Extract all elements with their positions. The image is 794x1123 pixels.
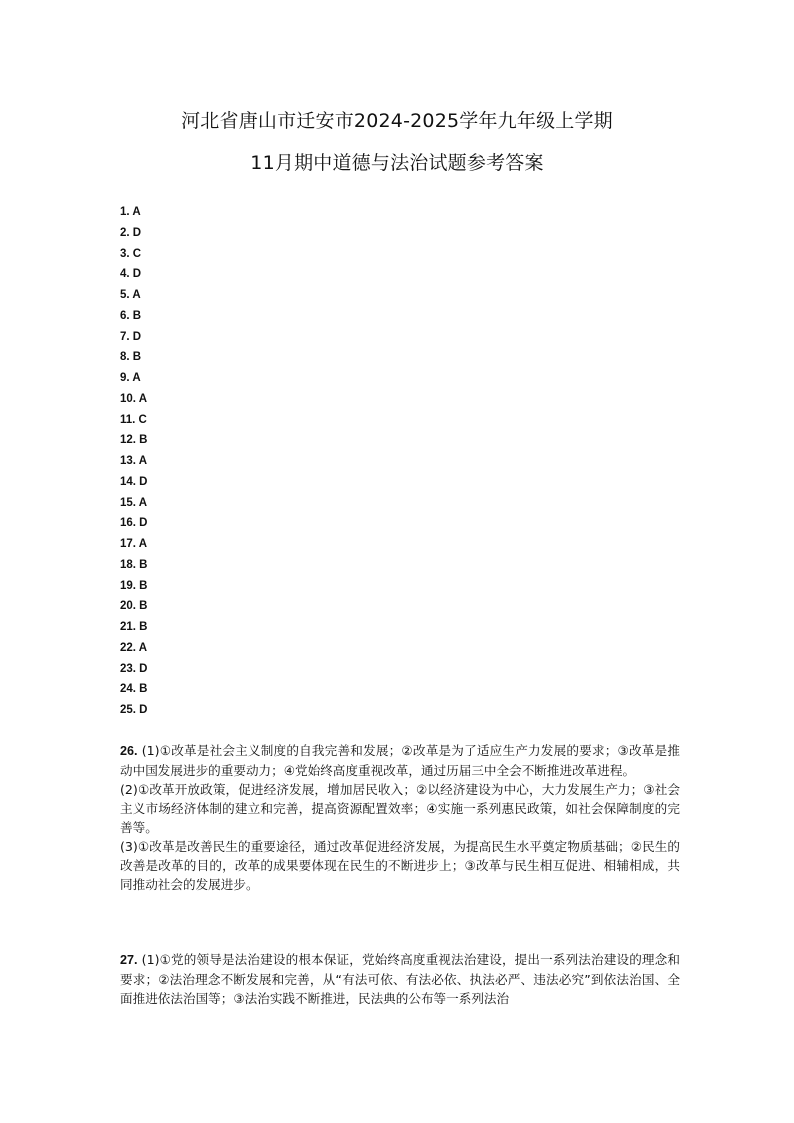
- answer-item: 19. B: [120, 579, 148, 592]
- answer-item: 23. D: [120, 662, 148, 675]
- answer-item: 10. A: [120, 392, 148, 405]
- question-26-part-3: [120, 837, 680, 894]
- answer-item: 20. B: [120, 600, 148, 613]
- answer-item: 2. D: [120, 226, 142, 239]
- document-title-line2: 11月期中道德与法治试题参考答案: [250, 152, 544, 174]
- answer-item: 21. B: [120, 621, 148, 633]
- answer-item: 13. A: [120, 455, 148, 467]
- answer-text: (1)①改革是社会主义制度的自我完善和发展；②改革是为了适应生产力发展的要求；③改革是推动中国发展进步的重要动力；④党始终高度重视改革，通过历届三中全会不断推进改革进程。: [120, 743, 680, 778]
- answer-item: 3. C: [120, 247, 142, 260]
- answer-item: 9. A: [120, 372, 141, 384]
- question-27-answer: [120, 950, 680, 1008]
- answer-item: 12. B: [120, 434, 148, 447]
- multiple-choice-answer-list: [120, 202, 148, 721]
- question-number: 26.: [120, 744, 138, 758]
- question-27-part-1: [120, 950, 680, 1008]
- answer-item: 15. A: [120, 496, 148, 509]
- answer-item: 25. D: [120, 704, 148, 716]
- answer-item: 8. B: [120, 351, 142, 364]
- answer-item: 7. D: [120, 330, 142, 343]
- answer-text: (2)①改革开放政策，促进经济发展，增加居民收入；②以经济建设为中心，大力发展生产力；③社会主义市场经济体制的建立和完善，提高资源配置效率；④实施一系列惠民政策，如社会保障制度的完善等。: [120, 782, 680, 835]
- answer-text: (3)①改革是改善民生的重要途径，通过改革促进经济发展，为提高民生水平奠定物质基础；②民生的改善是改革的目的，改革的成果要体现在民生的不断进步上；③改革与民生相互促进、相辅相成，共同推动社会的发展进步。: [120, 839, 680, 892]
- answer-item: 24. B: [120, 683, 148, 696]
- answer-item: 1. A: [120, 206, 141, 218]
- answer-item: 14. D: [120, 475, 148, 488]
- answer-item: 17. A: [120, 538, 148, 550]
- answer-item: 18. B: [120, 558, 148, 571]
- answer-item: 4. D: [120, 268, 142, 281]
- question-26-part-1: [120, 741, 680, 780]
- answer-text: (1)①党的领导是法治建设的根本保证，党始终高度重视法治建设，提出一系列法治建设的理念和要求；②法治理念不断发展和完善，从“有法可依、有法必依、执法必严、违法必究”到依法治国、全面推进依法治国等；③法治实践不断推进，民法典的公布等一系列法治: [120, 952, 680, 1006]
- question-26-part-2: [120, 780, 680, 837]
- document-title-line1: 河北省唐山市迁安市2024-2025学年九年级上学期: [181, 110, 613, 132]
- answer-item: 5. A: [120, 289, 141, 301]
- answer-item: 16. D: [120, 517, 148, 530]
- answer-item: 11. C: [120, 413, 147, 426]
- answer-item: 6. B: [120, 309, 142, 322]
- question-26-answer: [120, 741, 680, 894]
- question-number: 27.: [120, 953, 138, 967]
- answer-item: 22. A: [120, 641, 148, 654]
